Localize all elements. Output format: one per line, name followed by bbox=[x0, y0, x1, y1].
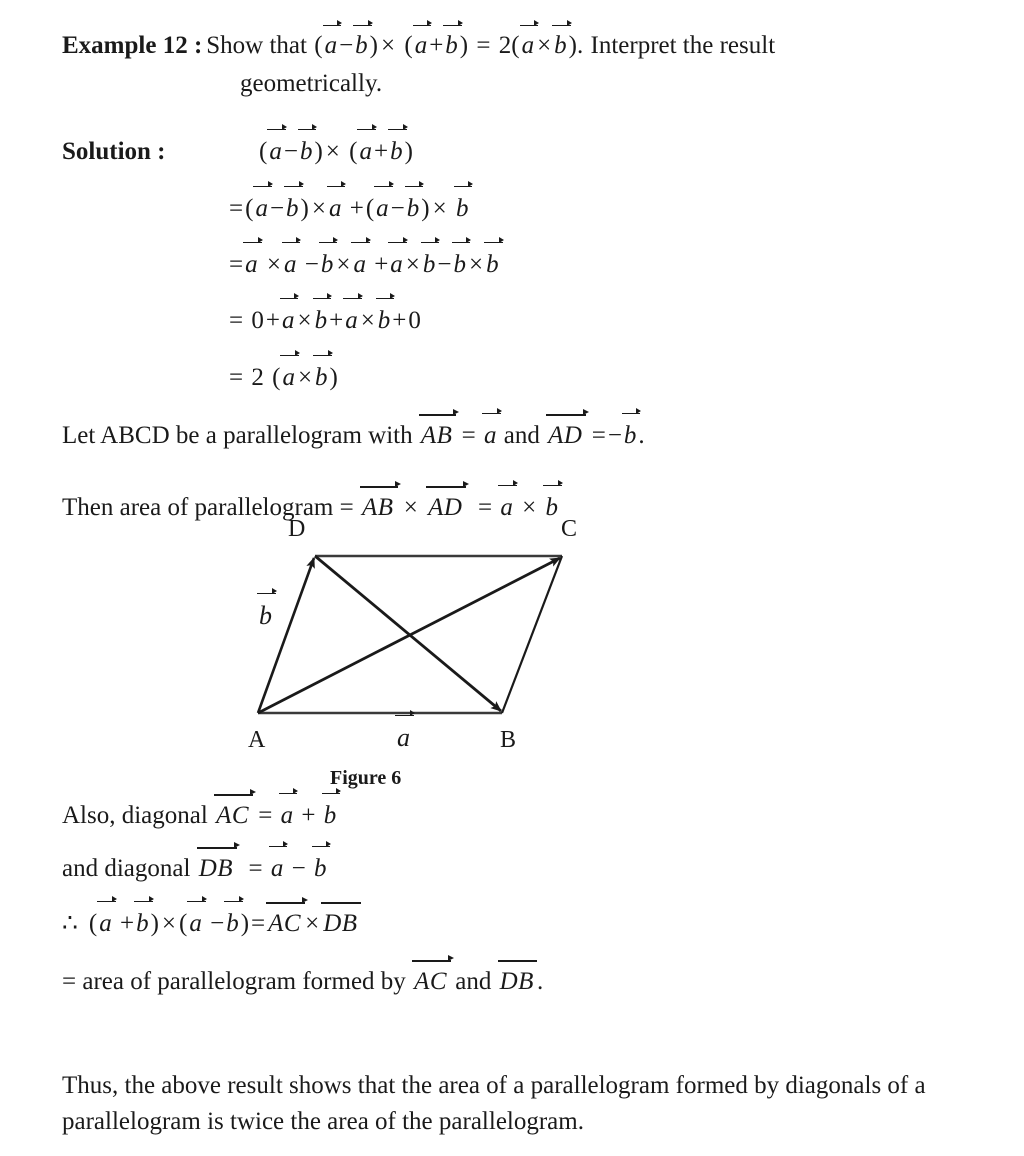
therefore-symbol: ∴ bbox=[62, 910, 78, 937]
solution-step-4 bbox=[228, 362, 339, 393]
vector-a: a bbox=[283, 249, 298, 280]
cross-op: × bbox=[266, 251, 281, 278]
cross-op: × bbox=[522, 494, 537, 521]
paren-open: ( bbox=[179, 910, 188, 937]
cross-op: × bbox=[432, 195, 447, 222]
vector-a: a bbox=[281, 305, 296, 336]
segment-AB: AB bbox=[419, 420, 455, 451]
plus-op: + bbox=[374, 251, 389, 278]
vector-a: a bbox=[389, 249, 404, 280]
cross-op: × bbox=[537, 32, 552, 59]
vector-b: b bbox=[389, 136, 404, 167]
vector-a: a bbox=[270, 853, 285, 884]
cross-op: × bbox=[336, 251, 351, 278]
segment-AB: AB bbox=[360, 492, 396, 523]
cross-op: × bbox=[403, 494, 418, 521]
diagonal-db-line bbox=[62, 853, 327, 884]
vector-b: b bbox=[314, 362, 329, 393]
and-text: and bbox=[503, 422, 540, 449]
parallelogram-definition bbox=[62, 420, 646, 451]
paren-close: ) bbox=[421, 195, 430, 222]
vector-a: a bbox=[483, 420, 498, 451]
example-label: Example 12 : bbox=[62, 32, 203, 59]
cross-op: × bbox=[297, 307, 312, 334]
cross-op: × bbox=[161, 910, 177, 937]
vector-a: a bbox=[397, 723, 410, 752]
equals-op: = bbox=[477, 494, 493, 521]
and-text: and bbox=[455, 968, 492, 995]
equals-op: = bbox=[229, 251, 244, 278]
period: . bbox=[638, 422, 645, 449]
close-paren: ). bbox=[568, 32, 584, 59]
show-that-text: Show that bbox=[206, 32, 307, 59]
equals-op: = bbox=[461, 422, 476, 449]
vector-a: a bbox=[254, 193, 269, 224]
paren-close: ) bbox=[300, 195, 309, 222]
minus-op: − bbox=[607, 422, 622, 449]
equals-op: = bbox=[251, 910, 266, 937]
minus-op: − bbox=[304, 251, 319, 278]
vector-a: a bbox=[375, 193, 390, 224]
plus-op: + bbox=[301, 802, 316, 829]
plus-op: + bbox=[265, 307, 280, 334]
diagonal-ac-line bbox=[62, 800, 337, 831]
paren-open: ( bbox=[88, 910, 98, 937]
vector-b: b bbox=[455, 193, 470, 224]
vertex-label-D: D bbox=[288, 516, 306, 542]
vector-a: a bbox=[328, 193, 343, 224]
solution-step-1 bbox=[228, 193, 469, 224]
vector-a: a bbox=[98, 908, 113, 939]
solution-step-0 bbox=[258, 136, 414, 167]
coefficient-two: 2 bbox=[251, 364, 264, 391]
plus-op: + bbox=[349, 195, 364, 222]
paren-open: ( bbox=[349, 138, 358, 165]
then-area-text: Then area of parallelogram = bbox=[62, 494, 354, 521]
minus-op: − bbox=[339, 32, 354, 59]
plus-op: + bbox=[329, 307, 344, 334]
solution-step-3 bbox=[228, 305, 422, 336]
segment-DB: DB bbox=[321, 908, 359, 939]
example-statement: Show that (a−b) × (a+b) = 2(a × b). Interpret the result bbox=[206, 32, 776, 59]
vector-b: b bbox=[285, 193, 300, 224]
paren-open: ( bbox=[365, 195, 375, 222]
zero-term: 0 bbox=[408, 307, 421, 334]
minus-op: − bbox=[291, 855, 306, 882]
vector-a: a bbox=[358, 136, 373, 167]
vector-a: a bbox=[324, 32, 338, 59]
equals-op: = bbox=[248, 855, 263, 882]
vector-b: b bbox=[623, 420, 638, 451]
zero-term: 0 bbox=[251, 307, 264, 334]
cross-op: × bbox=[405, 251, 420, 278]
vector-b: b bbox=[320, 249, 335, 280]
paren-close: ) bbox=[329, 364, 338, 391]
vector-b: b bbox=[323, 800, 338, 831]
vector-b: b bbox=[445, 32, 458, 59]
equals-op: = bbox=[229, 195, 244, 222]
paren-open: ( bbox=[245, 195, 254, 222]
equals-op: = bbox=[258, 802, 273, 829]
plus-op: + bbox=[429, 32, 444, 59]
minus-op: − bbox=[210, 910, 225, 937]
vector-a: a bbox=[521, 32, 535, 59]
vertex-label-C: C bbox=[561, 516, 578, 542]
minus-op: − bbox=[283, 138, 298, 165]
equals-op: = bbox=[476, 32, 491, 59]
vector-b: b bbox=[314, 305, 329, 336]
paren-close: ) bbox=[314, 138, 323, 165]
paren-close: ) bbox=[404, 138, 413, 165]
figure-vector-a-label bbox=[396, 723, 411, 753]
example-statement-line2: geometrically. bbox=[240, 70, 383, 97]
cross-op: × bbox=[311, 195, 326, 222]
diagonal-DB-arrow bbox=[315, 556, 501, 711]
segment-AD: AD bbox=[426, 492, 464, 523]
vector-a: a bbox=[268, 136, 283, 167]
cross-op: × bbox=[325, 138, 340, 165]
vector-a: a bbox=[188, 908, 203, 939]
area-formula-line bbox=[62, 492, 559, 523]
closing-paragraph: Thus, the above result shows that the area of a parallelogram formed by diagonals of a parallelogram is twice the area of the parallelogram. bbox=[62, 1072, 926, 1136]
vector-b: b bbox=[544, 492, 559, 523]
plus-op: + bbox=[392, 307, 407, 334]
equals-op: = bbox=[229, 364, 244, 391]
area-conclusion bbox=[62, 966, 544, 997]
vector-b: b bbox=[225, 908, 240, 939]
figure-6-diagram bbox=[0, 516, 1024, 795]
cross-op: × bbox=[469, 251, 484, 278]
vector-b: b bbox=[422, 249, 437, 280]
equals-op: = bbox=[229, 307, 244, 334]
vertex-label-B: B bbox=[500, 727, 517, 753]
vector-a: a bbox=[499, 492, 514, 523]
cross-op: × bbox=[305, 910, 320, 937]
segment-AC: AC bbox=[266, 908, 303, 939]
solution-label: Solution : bbox=[62, 138, 166, 165]
paren-open: ( bbox=[259, 138, 268, 165]
interpret-text: Interpret the result bbox=[590, 32, 776, 59]
vector-a: a bbox=[244, 249, 259, 280]
parallelogram-svg bbox=[0, 525, 1024, 795]
vector-b: b bbox=[377, 305, 392, 336]
vector-b: b bbox=[406, 193, 421, 224]
segment-AD: AD bbox=[546, 420, 584, 451]
segment-AC: AC bbox=[214, 800, 251, 831]
conclusion-equation bbox=[62, 908, 360, 939]
area-result-text: = area of parallelogram formed by bbox=[62, 968, 406, 995]
vector-b: b bbox=[135, 908, 150, 939]
vector-b: b bbox=[313, 853, 328, 884]
paren-close: ) bbox=[150, 910, 159, 937]
plus-op: + bbox=[119, 910, 135, 937]
vector-b: b bbox=[453, 249, 468, 280]
vector-b: b bbox=[485, 249, 500, 280]
figure-caption: Figure 6 bbox=[330, 767, 402, 789]
solution-step-2 bbox=[228, 249, 500, 280]
vector-a: a bbox=[280, 800, 295, 831]
vertex-label-A: A bbox=[248, 727, 266, 753]
paren-close: ) bbox=[240, 910, 250, 937]
vector-a: a bbox=[344, 305, 359, 336]
vector-b: b bbox=[299, 136, 314, 167]
let-abcd-text: Let ABCD be a parallelogram with bbox=[62, 422, 413, 449]
coefficient-two: 2( bbox=[498, 32, 520, 59]
segment-DB: DB bbox=[197, 853, 235, 884]
vector-a: a bbox=[414, 32, 428, 59]
minus-op: − bbox=[269, 195, 285, 222]
vector-a: a bbox=[352, 249, 367, 280]
also-diagonal-text: Also, diagonal bbox=[62, 802, 208, 829]
minus-op: − bbox=[390, 195, 405, 222]
vector-b: b bbox=[259, 601, 272, 630]
period: . bbox=[536, 968, 544, 995]
equals-op: = bbox=[591, 422, 606, 449]
vector-a: a bbox=[281, 362, 296, 393]
example-heading bbox=[62, 32, 982, 60]
segment-AC: AC bbox=[412, 966, 449, 997]
vector-b: b bbox=[355, 32, 368, 59]
cross-op: × bbox=[360, 307, 375, 334]
cross-op: × bbox=[381, 32, 396, 59]
figure-vector-b-label bbox=[258, 601, 273, 631]
side-BC bbox=[502, 556, 562, 713]
paren-open: ( bbox=[272, 364, 281, 391]
cross-op: × bbox=[297, 364, 313, 391]
segment-DB: DB bbox=[498, 966, 536, 997]
vector-b: b bbox=[554, 32, 567, 59]
plus-op: + bbox=[373, 138, 389, 165]
minus-op: − bbox=[437, 251, 452, 278]
and-diagonal-text: and diagonal bbox=[62, 855, 191, 882]
